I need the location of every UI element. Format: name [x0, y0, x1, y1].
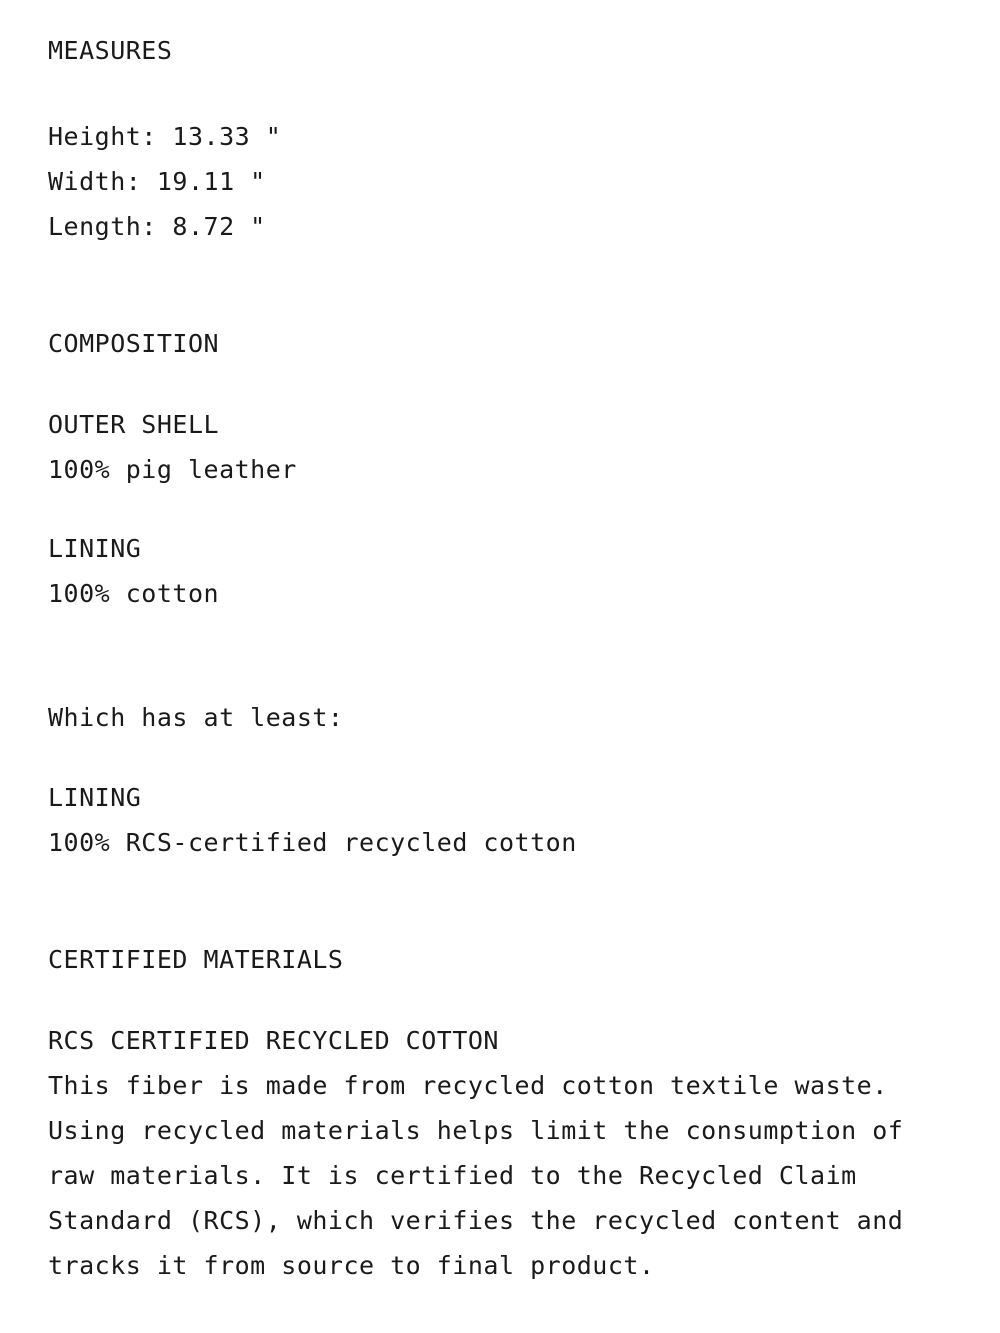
lining-value: 100% cotton: [48, 579, 220, 608]
at-least-lining-value: 100% RCS-certified recycled cotton: [48, 828, 577, 857]
measure-height: Height: 13.33 ": [48, 122, 282, 151]
measure-width: Width: 19.11 ": [48, 167, 266, 196]
outer-shell-value: 100% pig leather: [48, 455, 297, 484]
measures-heading: MEASURES: [48, 36, 173, 65]
rcs-title: RCS CERTIFIED RECYCLED COTTON: [48, 1026, 499, 1055]
composition-heading: COMPOSITION: [48, 329, 220, 358]
at-least-intro: Which has at least:: [48, 703, 344, 732]
measure-length: Length: 8.72 ": [48, 212, 266, 241]
outer-shell-label: OUTER SHELL: [48, 410, 220, 439]
lining-label: LINING: [48, 534, 142, 563]
rcs-description: This fiber is made from recycled cotton textile waste. Using recycled materials helps limit the consumption of raw materials. It is certified to the Recycled Claim Standard (RCS), which verifies the recycled content and tracks it from source to final product.: [48, 1071, 904, 1280]
at-least-lining-label: LINING: [48, 783, 142, 812]
certified-heading: CERTIFIED MATERIALS: [48, 945, 344, 974]
